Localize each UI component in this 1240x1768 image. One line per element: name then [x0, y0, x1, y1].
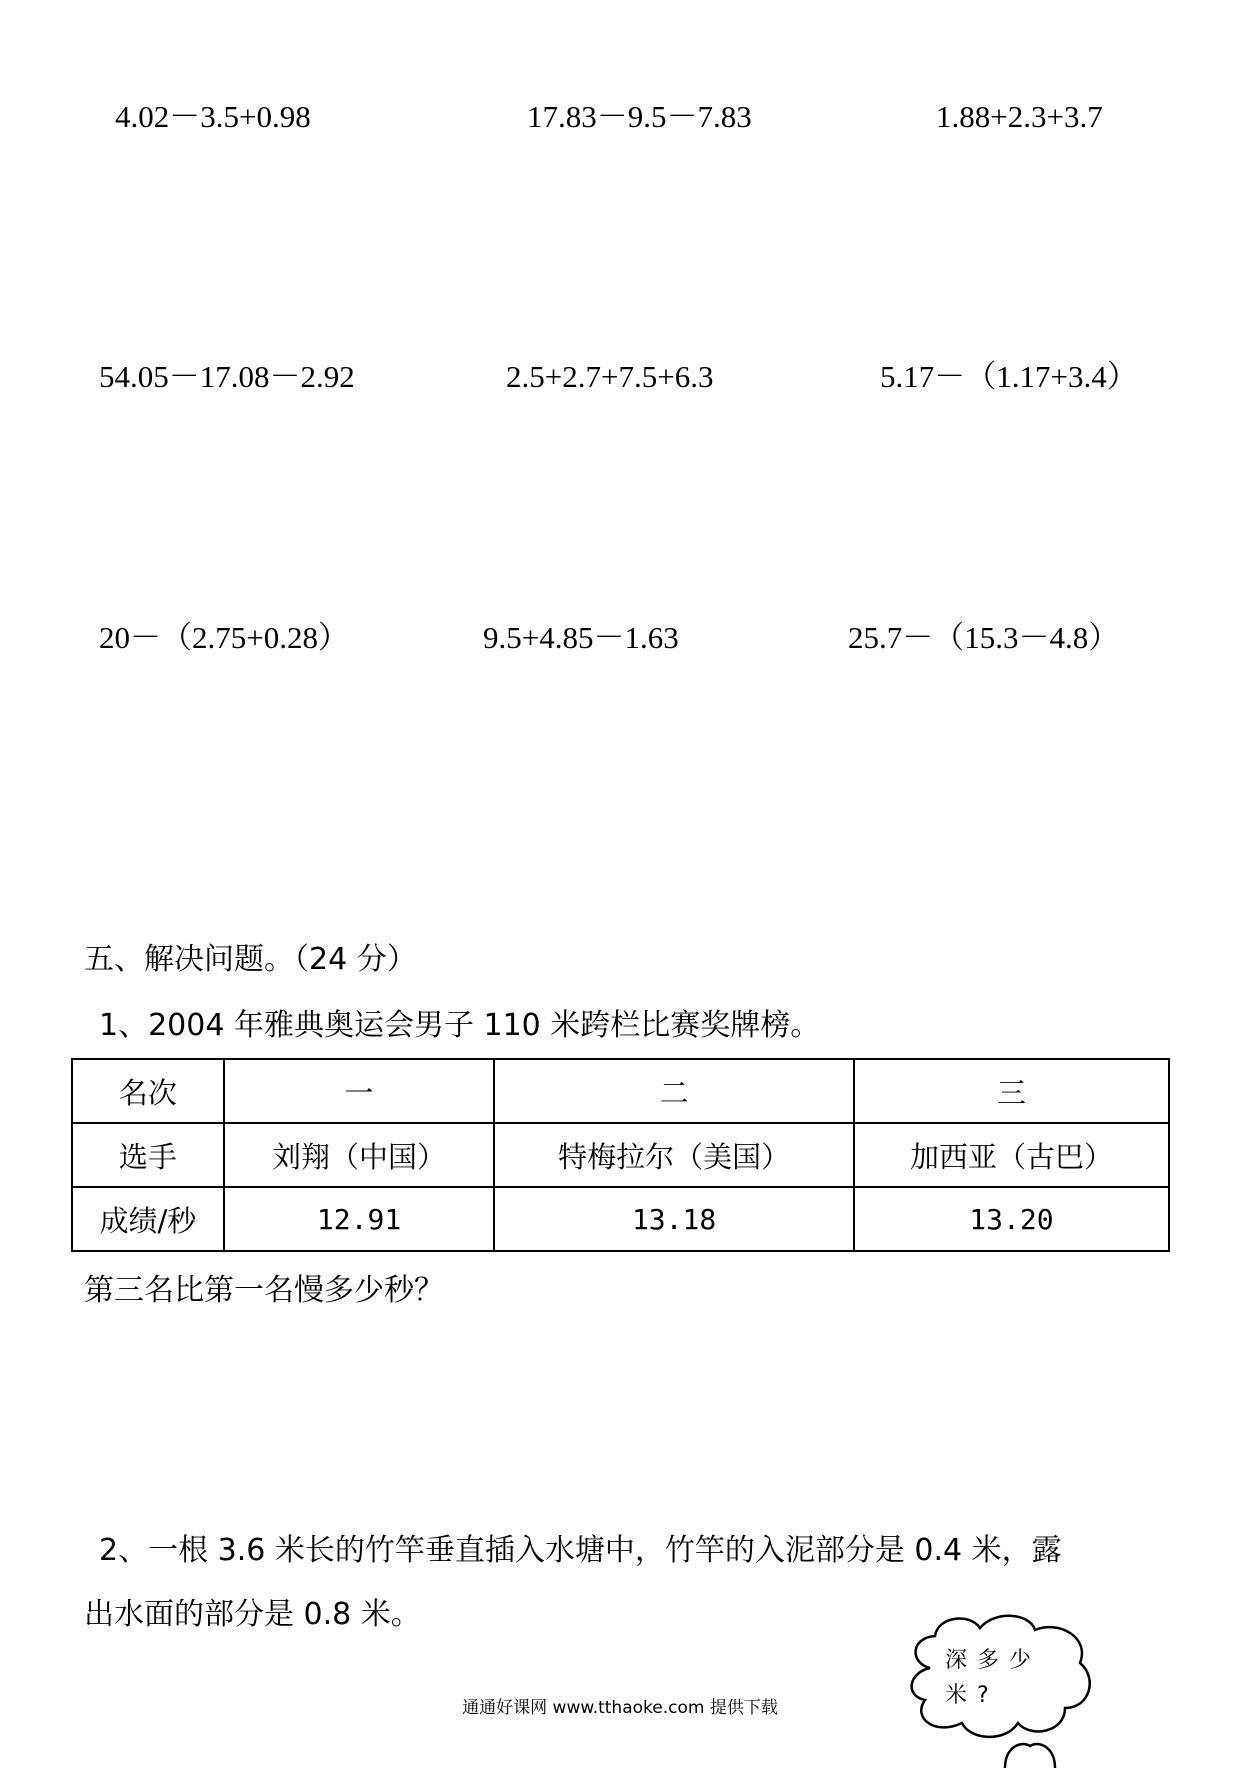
table-cell: 名次 — [72, 1059, 224, 1123]
expression-1-3: 1.88+2.3+3.7 — [936, 99, 1103, 134]
problem-2-line-2: 出水面的部分是 0.8 米。 — [84, 1597, 421, 1632]
table-cell: 特梅拉尔（美国） — [494, 1123, 854, 1187]
expression-2-2: 2.5+2.7+7.5+6.3 — [506, 359, 714, 394]
problem-2-line-1: 2、一根 3.6 米长的竹竿垂直插入水塘中，竹竿的入泥部分是 0.4 米，露 — [99, 1533, 1062, 1568]
table-cell: 加西亚（古巴） — [854, 1123, 1169, 1187]
table-cell: 刘翔（中国） — [224, 1123, 494, 1187]
table-cell: 13.20 — [854, 1187, 1169, 1251]
expression-1-2: 17.83－9.5－7.83 — [527, 99, 752, 134]
cloud-text-line-1: 深多少 — [945, 1648, 1042, 1673]
table-cell: 12.91 — [224, 1187, 494, 1251]
medal-table — [71, 1058, 1170, 1252]
expression-2-3: 5.17－（1.17+3.4） — [880, 359, 1138, 394]
expression-3-1: 20－（2.75+0.28） — [99, 620, 349, 655]
footer-credit: 通通好课网 www.tthaoke.com 提供下载 — [462, 1698, 778, 1718]
table-row — [72, 1123, 1169, 1187]
thought-cloud-icon — [900, 1608, 1100, 1748]
expression-2-1: 54.05－17.08－2.92 — [99, 359, 355, 394]
cloud-text-line-2: 米? — [945, 1683, 999, 1708]
table-cell: 一 — [224, 1059, 494, 1123]
expression-3-3: 25.7－（15.3－4.8） — [848, 620, 1120, 655]
table-cell: 成绩/秒 — [72, 1187, 224, 1251]
cloud-fragment-icon — [1000, 1738, 1060, 1768]
table-cell: 13.18 — [494, 1187, 854, 1251]
section-heading: 五、解决问题。（24 分） — [84, 942, 417, 977]
table-row — [72, 1187, 1169, 1251]
expression-3-2: 9.5+4.85－1.63 — [483, 620, 679, 655]
table-row — [72, 1059, 1169, 1123]
table-cell: 二 — [494, 1059, 854, 1123]
problem-1-title: 1、2004 年雅典奥运会男子 110 米跨栏比赛奖牌榜。 — [99, 1008, 821, 1043]
expression-1-1: 4.02－3.5+0.98 — [115, 99, 311, 134]
problem-1-question: 第三名比第一名慢多少秒？ — [84, 1273, 444, 1308]
table-cell: 选手 — [72, 1123, 224, 1187]
table-cell: 三 — [854, 1059, 1169, 1123]
